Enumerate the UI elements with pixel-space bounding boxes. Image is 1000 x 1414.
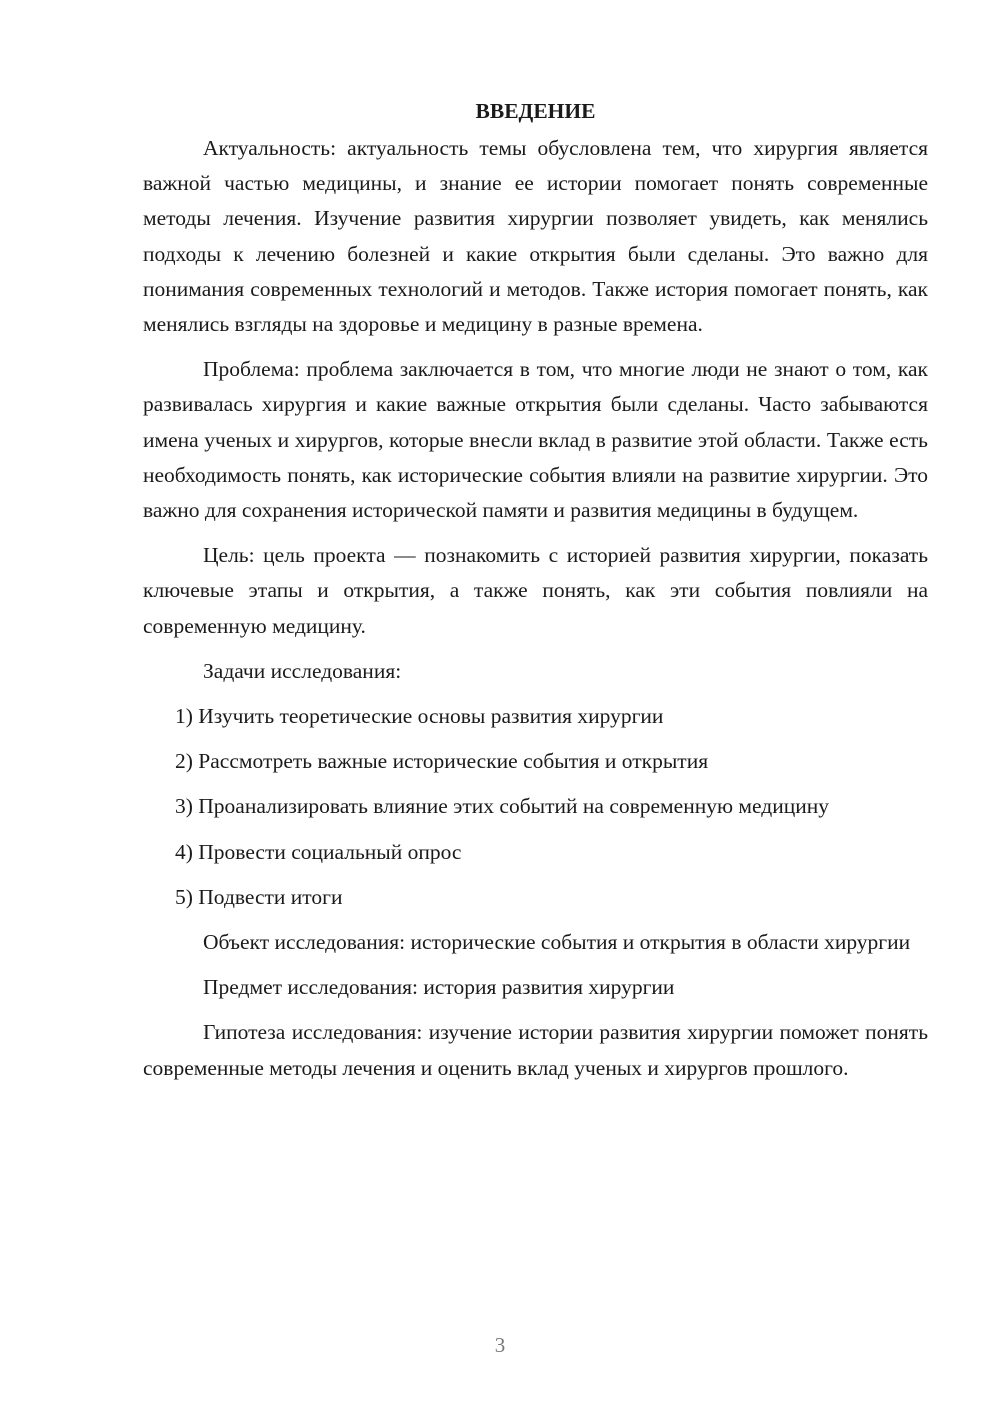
paragraph-subject: Предмет исследования: история развития хирургии (203, 975, 675, 1000)
task-item-5: 5) Подвести итоги (175, 884, 343, 909)
paragraph-goal: Цель: цель проекта — познакомить с историей развития хирургии, показать ключевые этапы и открытия, а также понять, как эти события повлияли на современную медицину. (143, 543, 928, 638)
task-item-4: 4) Провести социальный опрос (175, 839, 462, 864)
paragraph-object: Объект исследования: исторические события и открытия в области хирургии (203, 930, 911, 955)
tasks-heading: Задачи исследования: (203, 658, 402, 683)
paragraph-problem: Проблема: проблема заключается в том, что многие люди не знают о том, как развивалась хирургия и какие важные открытия были сделаны. Часто забываются имена ученых и хирургов, которые внесли вклад в развитие этой области. Также есть необходимость понять, как исторические события влияли на развитие хирургии. Это важно для сохранения исторической памяти и развития медицины в будущем. (143, 357, 928, 523)
paragraph-hypothesis: Гипотеза исследования: изучение истории развития хирургии поможет понять современные методы лечения и оценить вклад ученых и хирургов прошлого. (143, 1020, 928, 1080)
section-title: ВВЕДЕНИЕ (475, 99, 596, 123)
task-item-2: 2) Рассмотреть важные исторические события и открытия (175, 749, 709, 774)
task-item-3: 3) Проанализировать влияние этих событий на современную медицину (175, 794, 829, 819)
paragraph-relevance: Актуальность: актуальность темы обусловлена тем, что хирургия является важной частью медицины, и знание ее истории помогает понять современные методы лечения. Изучение развития хирургии позволяет увидеть, как менялись подходы к лечению болезней и какие открытия были сделаны. Это важно для понимания современных технологий и методов. Также история помогает понять, как менялись взгляды на здоровье и медицину в разные времена. (143, 136, 928, 337)
task-item-1: 1) Изучить теоретические основы развития хирургии (175, 704, 664, 729)
page-number: 3 (494, 1333, 506, 1357)
document-page (143, 94, 928, 1096)
